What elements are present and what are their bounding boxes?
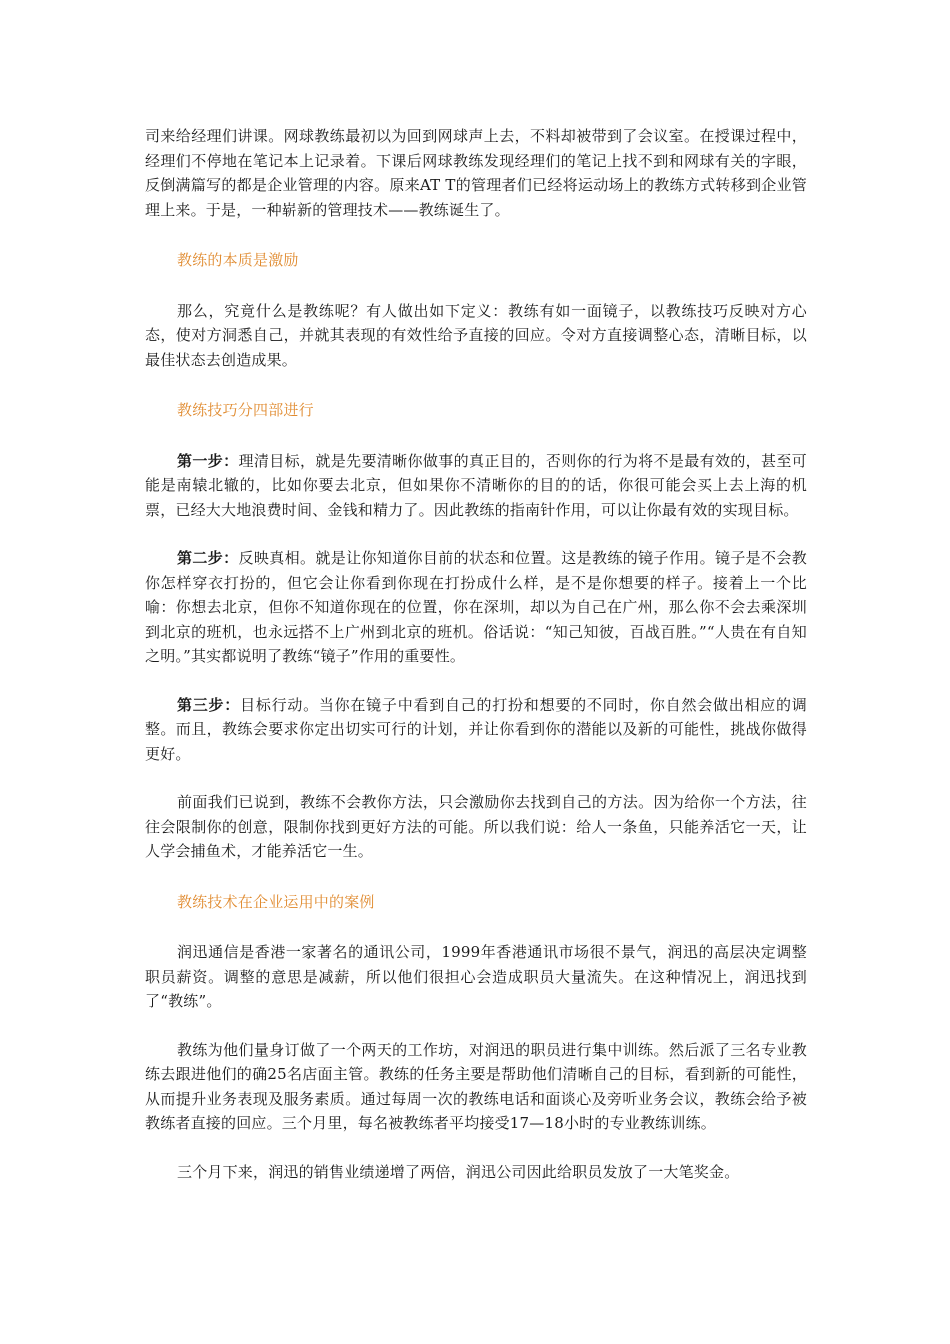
step-three-text: 目标行动。当你在镜子中看到自己的打扮和想要的不同时，你自然会做出相应的调整。而且，教练会要求你定出切实可行的计划，并让你看到你的潜能以及新的可能性，挑战你做得更好。 [145,695,807,763]
paragraph-case-result: 三个月下来，润迅的销售业绩递增了两倍，润迅公司因此给职员发放了一大笔奖金。 [177,1162,740,1181]
paragraph-method: 前面我们已说到，教练不会教你方法，只会激励你去找到自己的方法。因为给你一个方法，往往会限制你的创意，限制你找到更好方法的可能。所以我们说：给人一条鱼，只能养活它一天，让人学会捕鱼术，才能养活它一生。 [145,793,807,860]
section-heading-essence: 教练的本质是激励 [177,251,299,269]
paragraph-intro-continued: 司来给经理们讲课。网球教练最初以为回到网球声上去，不料却被带到了会议室。在授课过程中，经理们不停地在笔记本上记录着。下课后网球教练发现经理们的笔记上找不到和网球有关的字眼，反倒满篇写的都是企业管理的内容。原来AT T的管理者们已经将运动场上的教练方式转移到企业管理上来。于是，一种崭新的管理技术——教练诞生了。 [145,127,807,219]
step-two-label: 第二步： [177,549,239,567]
section-heading-case: 教练技术在企业运用中的案例 [177,892,375,911]
paragraph-case-intro: 润迅通信是香港一家著名的通讯公司，1999年香港通讯市场很不景气，润迅的高层决定调整职员薪资。调整的意思是减薪，所以他们很担心会造成职员大量流失。在这种情况上，润迅找到了“教练”。 [145,943,807,1010]
document-page [145,124,807,1184]
paragraph-step-one [145,449,807,523]
section-heading-four-steps: 教练技巧分四部进行 [177,401,314,419]
step-three-label: 第三步： [177,695,241,714]
step-one-text: 理清目标，就是先要清晰你做事的真正目的，否则你的行为将不是最有效的，甚至可能是南辕北辙的，比如你要去北京，但如果你不清晰你的目的的话，你很可能会买上去上海的机票，已经大大地浪费时间、金钱和精力了。因此教练的指南针作用，可以让你最有效的实现目标。 [145,451,807,519]
paragraph-definition: 那么，究竟什么是教练呢？有人做出如下定义：教练有如一面镜子，以教练技巧反映对方心态，使对方洞悉自己，并就其表现的有效性给予直接的回应。令对方直接调整心态，清晰目标，以最佳状态去创造成果。 [145,301,807,369]
paragraph-step-two [145,546,807,669]
step-two-text: 反映真相。就是让你知道你目前的状态和位置。这是教练的镜子作用。镜子是不会教你怎样穿衣打扮的，但它会让你看到你现在打扮成什么样，是不是你想要的样子。接着上一个比喻：你想去北京，但你不知道你现在的位置，你在深圳，却以为自己在广州，那么你不会去乘深圳到北京的班机，也永远搭不上广州到北京的班机。俗话说：“知己知彼，百战百胜。”“人贵在有自知之明。”其实都说明了教练“镜子”作用的重要性。 [145,549,807,665]
paragraph-step-three [145,693,807,767]
paragraph-case-training: 教练为他们量身订做了一个两天的工作坊，对润迅的职员进行集中训练。然后派了三名专业教练去跟进他们的确25名店面主管。教练的任务主要是帮助他们清晰自己的目标，看到新的可能性，从而提升业务表现及服务素质。通过每周一次的教练电话和面谈心及旁听业务会议，教练会给予被教练者直接的回应。三个月里，每名被教练者平均接受17—18小时的专业教练训练。 [145,1040,807,1132]
step-one-label: 第一步： [177,451,239,470]
